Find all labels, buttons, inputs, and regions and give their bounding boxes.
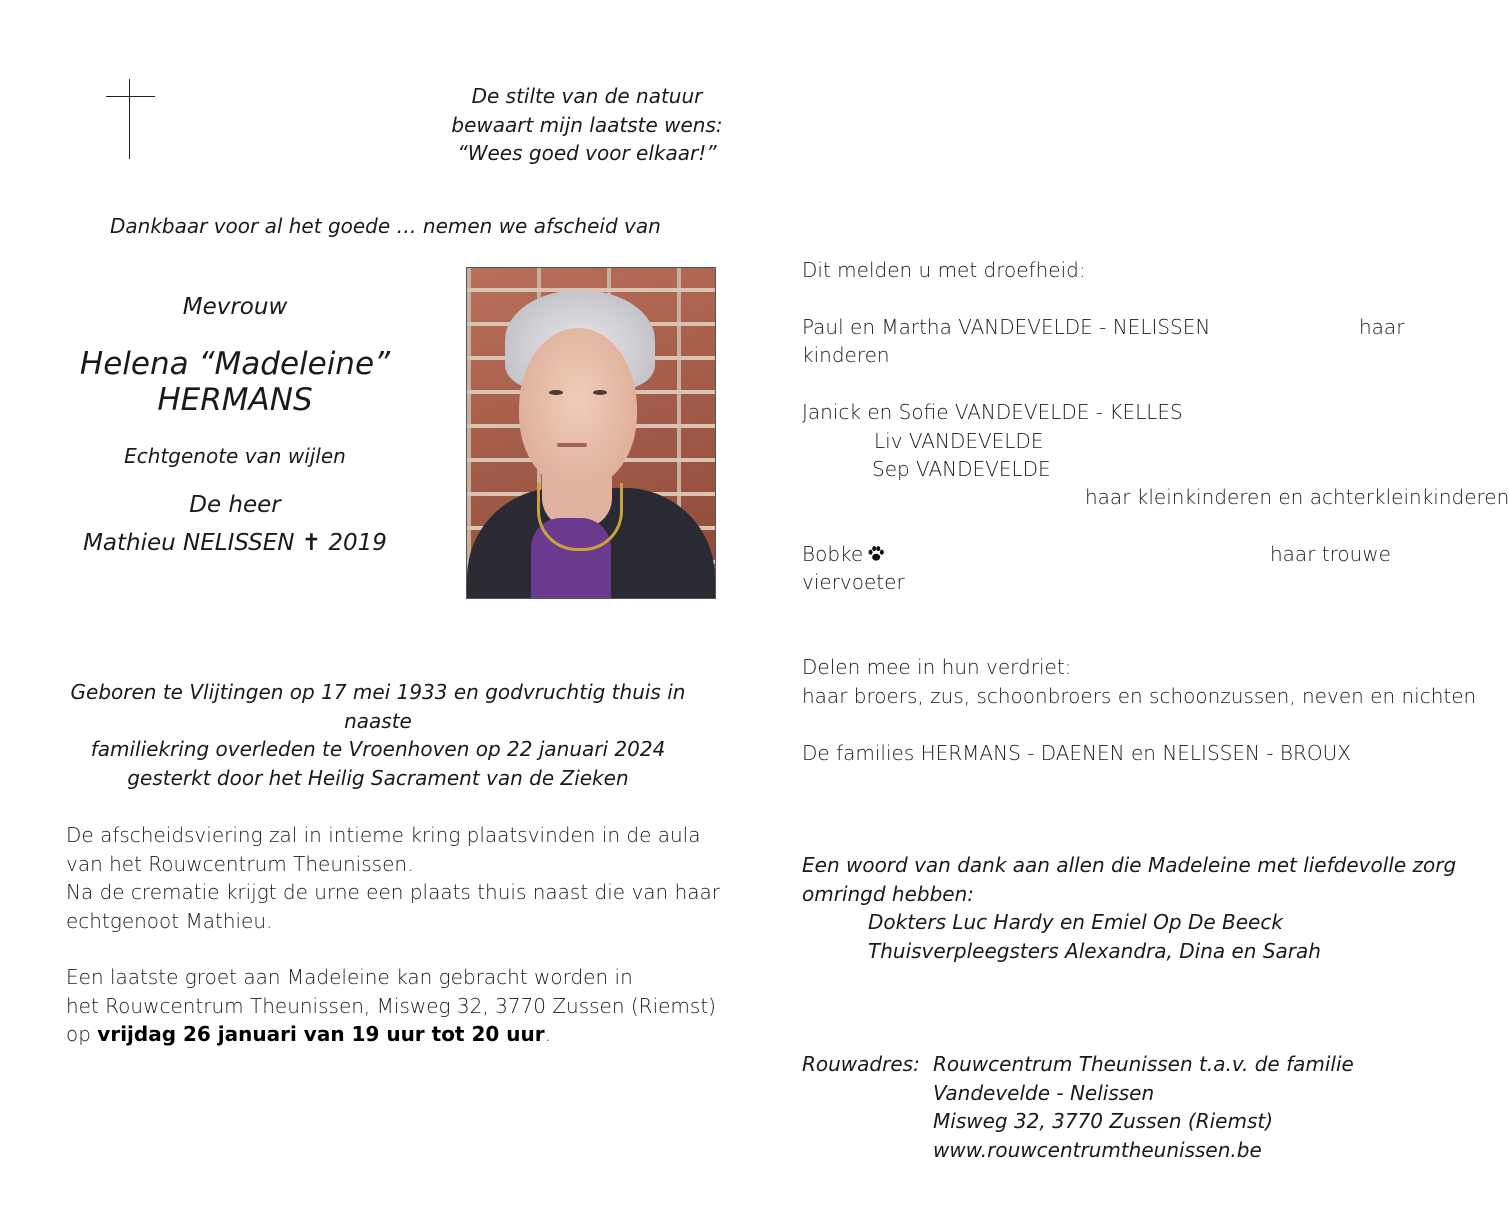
- relation-text: Echtgenote van wijlen: [124, 444, 346, 468]
- portrait-photo: [466, 267, 716, 599]
- death-cross-icon: ✝: [301, 530, 322, 556]
- poem-line-1: De stilte van de natuur: [471, 84, 703, 108]
- greeting-block: [66, 963, 746, 1049]
- address-label: Rouwadres:: [802, 1052, 920, 1076]
- thanks-block: [802, 851, 1492, 965]
- children-label-2: kinderen: [802, 343, 890, 367]
- birth-death-line-1: Geboren te Vlijtingen op 17 mei 1933 en godvruchtig thuis in naaste: [70, 680, 686, 733]
- spouse-line: [60, 526, 410, 560]
- address-line-2: Vandevelde - Nelissen: [933, 1080, 1155, 1105]
- pet-label-1: haar trouwe: [1270, 542, 1391, 566]
- thanks-line-3: Dokters Luc Hardy en Emiel Op De Beeck: [868, 910, 1283, 934]
- great-grandchild-1: Liv VANDEVELDE: [874, 429, 1044, 453]
- announcement-heading: Dit melden u met droefheid:: [802, 258, 1086, 282]
- thanks-line-1: Een woord van dank aan allen die Madeleine met liefdevolle zorg: [802, 853, 1457, 877]
- sharing-line-1: haar broers, zus, schoonbroers en schoonzussen, neven en nichten: [802, 683, 1477, 708]
- address-line-3: Misweg 32, 3770 Zussen (Riemst): [933, 1109, 1274, 1133]
- ceremony-line-1: De afscheidsviering zal in intieme kring plaatsvinden in de aula: [66, 823, 701, 847]
- intro-text: Dankbaar voor al het goede … nemen we afscheid van: [110, 214, 661, 238]
- deceased-block: [60, 290, 410, 560]
- deceased-title: Mevrouw: [182, 294, 288, 320]
- families-line: De families HERMANS - DAENEN en NELISSEN - BROUX: [802, 740, 1351, 765]
- ceremony-line-3: Na de crematie krijgt de urne een plaats thuis naast die van haar: [66, 880, 720, 904]
- grandchildren-label: haar kleinkinderen en achterkleinkinderen: [1085, 485, 1509, 509]
- greeting-line-2: het Rouwcentrum Theunissen, Misweg 32, 3770 Zussen (Riemst): [66, 993, 716, 1018]
- great-grandchild-2: Sep VANDEVELDE: [872, 457, 1051, 481]
- paw-icon: [867, 545, 885, 563]
- grandchildren-names: Janick en Sofie VANDEVELDE - KELLES: [802, 400, 1183, 424]
- greeting-visit-time: vrijdag 26 januari van 19 uur tot 20 uur: [97, 1022, 545, 1046]
- spouse-title: De heer: [189, 492, 281, 518]
- children-label-1: haar: [1359, 315, 1405, 339]
- pet-name: Bobke: [802, 542, 864, 566]
- poem-line-3: “Wees goed voor elkaar!”: [457, 141, 717, 165]
- deceased-name-line-1: Helena “Madeleine”: [79, 346, 391, 382]
- ceremony-block: [66, 821, 746, 935]
- sharing-heading: Delen mee in hun verdriet:: [802, 655, 1072, 679]
- ceremony-line-4: echtgenoot Mathieu.: [66, 908, 273, 933]
- birth-death-line-2: familiekring overleden te Vroenhoven op 22 januari 2024: [90, 737, 666, 761]
- greeting-prefix: op: [66, 1022, 98, 1046]
- address-block: [933, 1050, 1493, 1164]
- thanks-line-4: Thuisverpleegsters Alexandra, Dina en Sarah: [868, 938, 1321, 963]
- poem: [437, 82, 737, 168]
- children-names: Paul en Martha VANDEVELDE - NELISSEN: [802, 315, 1211, 339]
- birth-death-block: [40, 678, 716, 792]
- deceased-name-line-2: HERMANS: [157, 382, 313, 418]
- birth-death-line-3: gesterkt door het Heilig Sacrament van de Zieken: [127, 765, 629, 790]
- poem-line-2: bewaart mijn laatste wens:: [451, 112, 723, 137]
- pet-label-2: viervoeter: [802, 570, 905, 594]
- greeting-line-1: Een laatste groet aan Madeleine kan gebracht worden in: [66, 965, 633, 989]
- spouse-year: 2019: [328, 530, 387, 556]
- greeting-suffix: .: [544, 1022, 551, 1046]
- spouse-name: Mathieu NELISSEN: [83, 530, 295, 556]
- sharing-block: [802, 653, 1492, 767]
- thanks-line-2: omringd hebben:: [802, 881, 975, 906]
- greeting-line-3: [66, 1020, 746, 1049]
- address-line-1: Rouwcentrum Theunissen t.a.v. de familie: [933, 1052, 1354, 1076]
- ceremony-line-2: van het Rouwcentrum Theunissen.: [66, 851, 414, 876]
- address-website-link[interactable]: www.rouwcentrumtheunissen.be: [933, 1137, 1262, 1162]
- pet-line: [802, 540, 885, 569]
